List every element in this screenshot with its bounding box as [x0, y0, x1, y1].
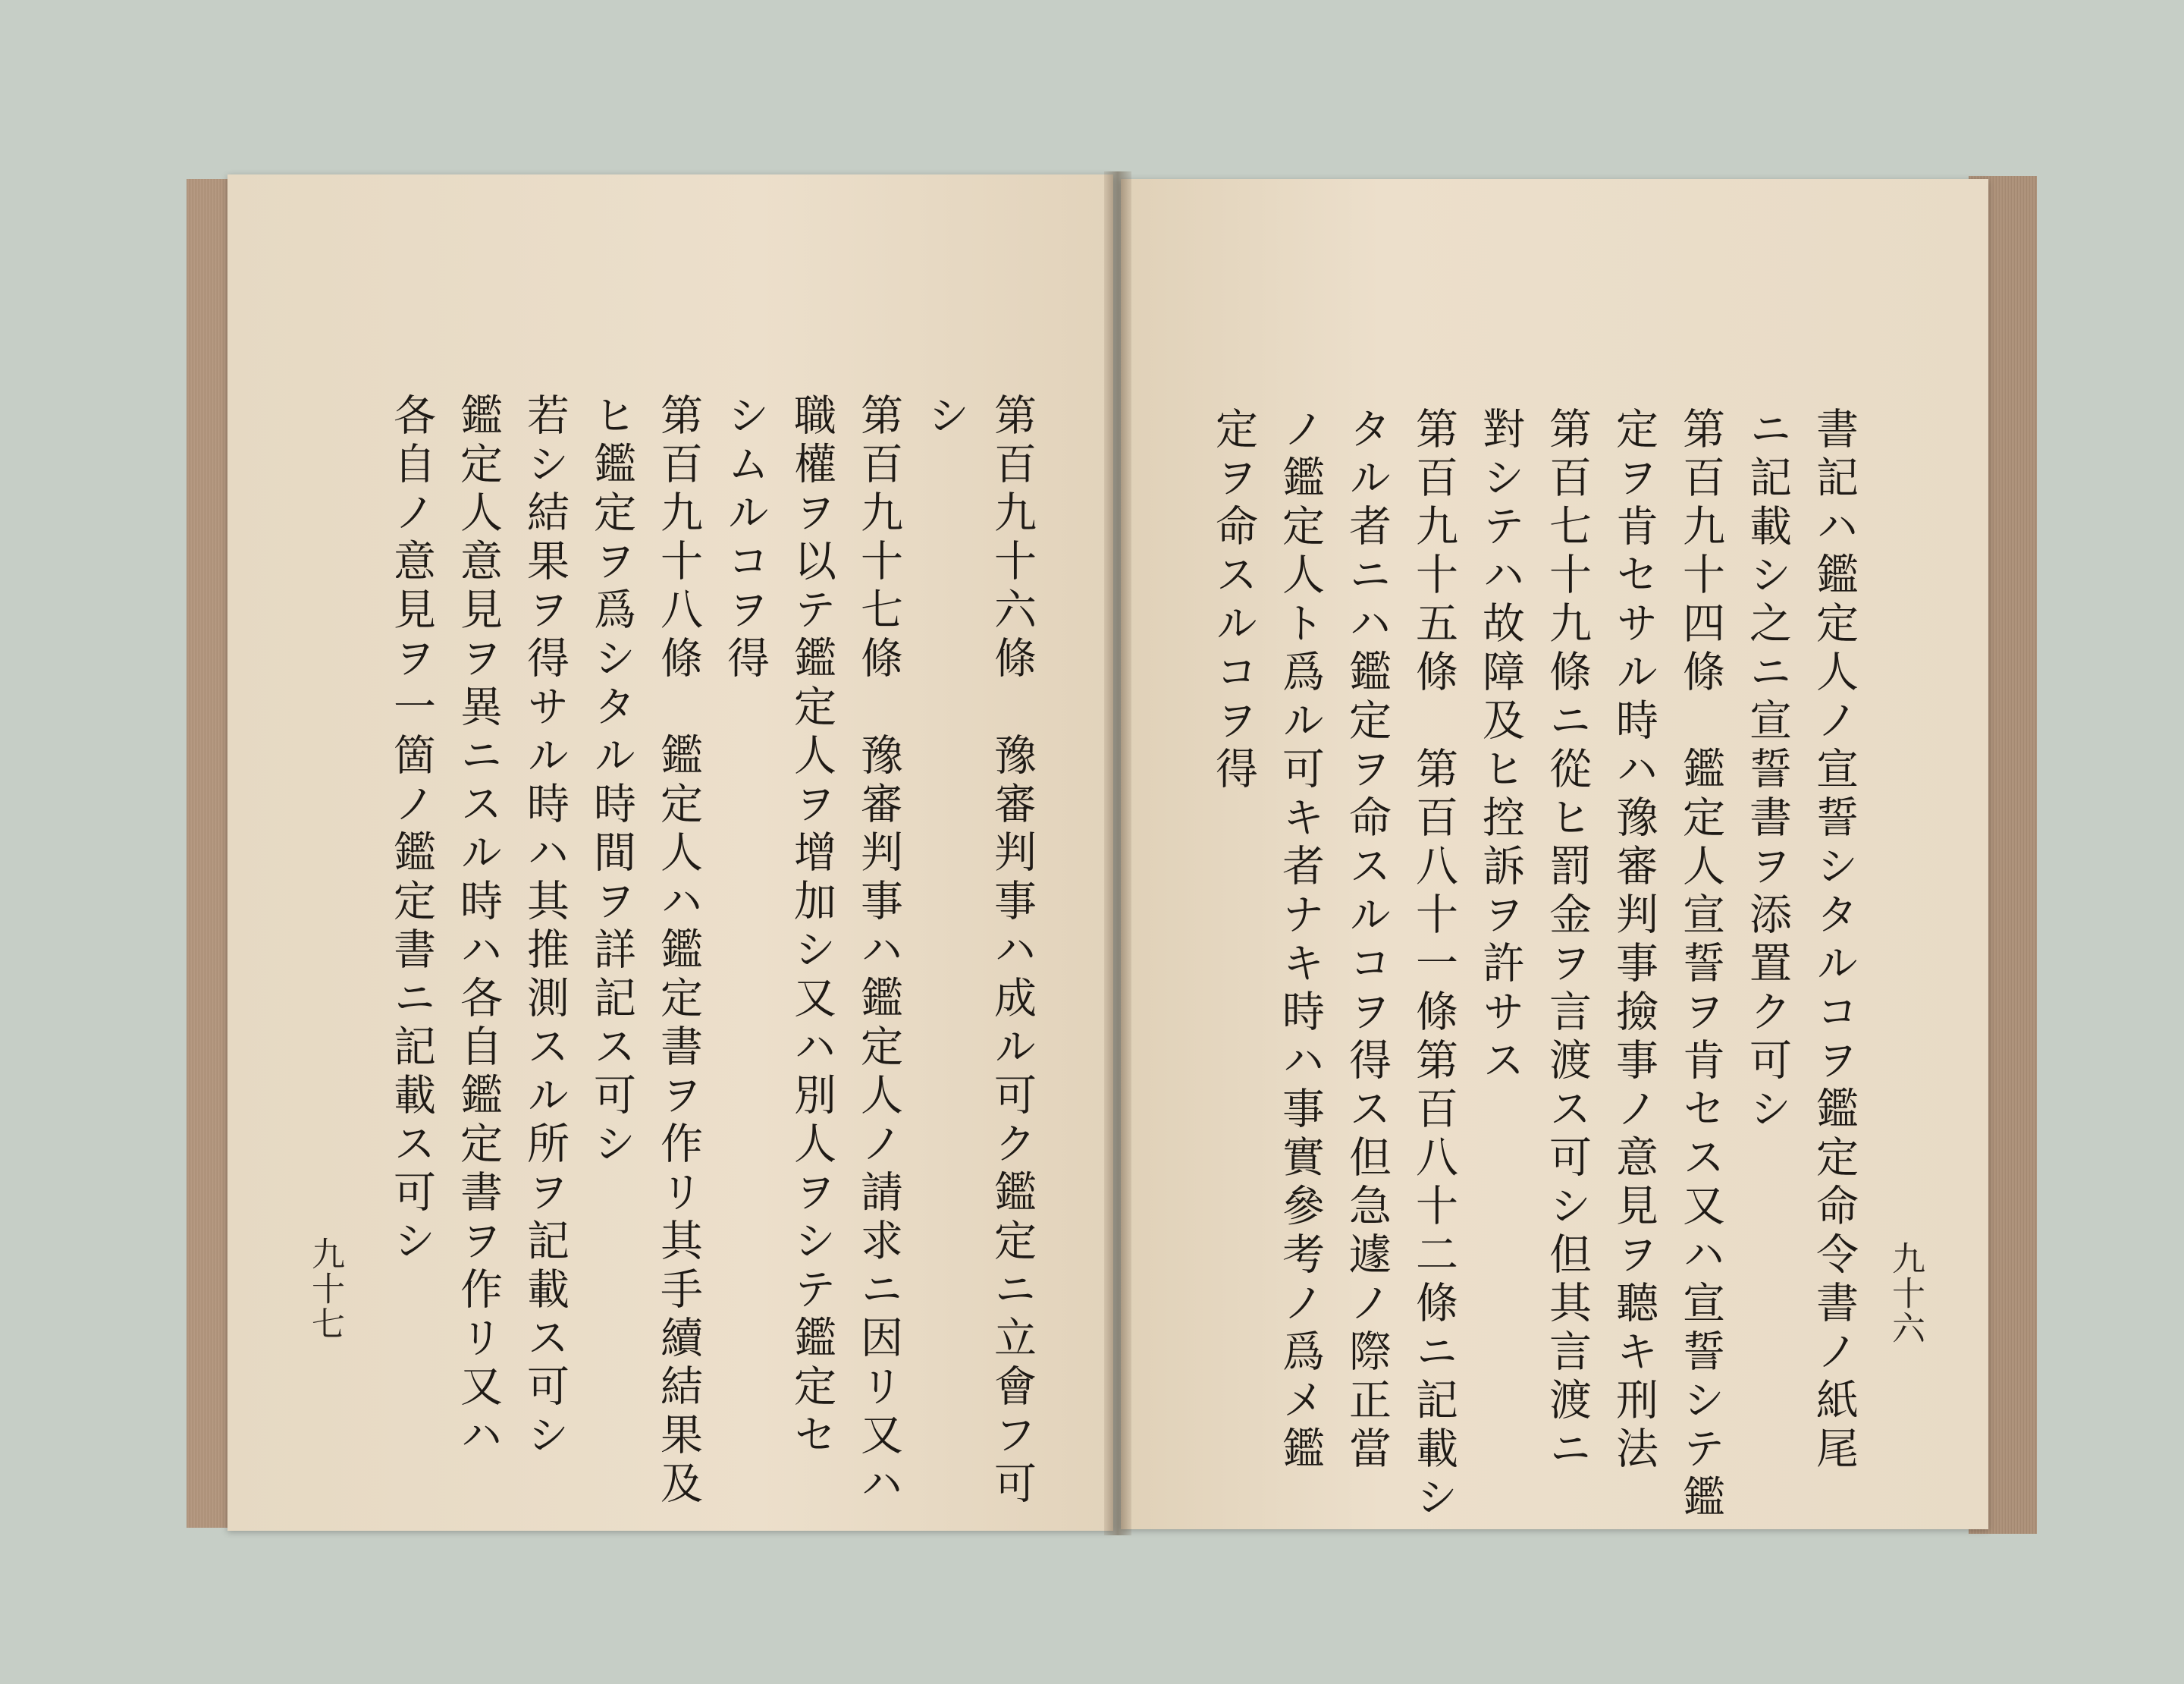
text-column: 書記ハ鑑定人ノ宣誓シタルコヲ鑑定命令書ノ紙尾 — [1809, 407, 1859, 1475]
page-number: 九十六 — [1886, 1241, 1925, 1346]
right-page — [1121, 179, 1988, 1529]
text-column: 職權ヲ以テ鑑定人ヲ增加シ又ハ別人ヲシテ鑑定セ — [787, 393, 836, 1461]
text-column: シ — [921, 393, 970, 441]
text-column: 第百九十四條 鑑定人宣誓ヲ肯セス又ハ宣誓シテ鑑 — [1676, 407, 1725, 1523]
text-column: 定ヲ肯セサル時ハ豫審判事撿事ノ意見ヲ聽キ刑法 — [1609, 407, 1658, 1475]
text-column: 第百九十七條 豫審判事ハ鑑定人ノ請求ニ因リ又ハ — [854, 393, 903, 1510]
text-column: ノ鑑定人ト爲ル可キ者ナキ時ハ事實參考ノ爲メ鑑 — [1276, 407, 1325, 1475]
text-column: シムルコヲ得 — [720, 393, 770, 684]
text-column: 定ヲ命スルコヲ得 — [1209, 407, 1258, 795]
text-column: ヒ鑑定ヲ爲シタル時間ヲ詳記ス可シ — [587, 393, 636, 1170]
book-gutter — [1104, 171, 1131, 1535]
text-column: ニ記載シ之ニ宣誓書ヲ添置ク可シ — [1743, 407, 1792, 1135]
text-column: 第百九十八條 鑑定人ハ鑑定書ヲ作リ其手續結果及 — [654, 393, 703, 1510]
left-page — [228, 174, 1113, 1531]
text-column: 對シテハ故障及ヒ控訴ヲ許サス — [1476, 407, 1525, 1086]
text-column: 第百七十九條ニ從ヒ罰金ヲ言渡ス可シ但其言渡ニ — [1542, 407, 1592, 1475]
text-column: タル者ニハ鑑定ヲ命スルコヲ得ス但急遽ノ際正當 — [1342, 407, 1392, 1475]
text-column: 若シ結果ヲ得サル時ハ其推測スル所ヲ記載ス可シ — [520, 393, 570, 1461]
text-column: 各自ノ意見ヲ一箇ノ鑑定書ニ記載ス可シ — [387, 393, 436, 1267]
page-number: 九十七 — [306, 1236, 344, 1341]
text-column: 第百九十五條 第百八十一條第百八十二條ニ記載シ — [1409, 407, 1458, 1523]
text-column: 鑑定人意見ヲ異ニスル時ハ各自鑑定書ヲ作リ又ハ — [453, 393, 503, 1461]
text-column: 第百九十六條 豫審判事ハ成ル可ク鑑定ニ立會フ可 — [987, 393, 1037, 1510]
